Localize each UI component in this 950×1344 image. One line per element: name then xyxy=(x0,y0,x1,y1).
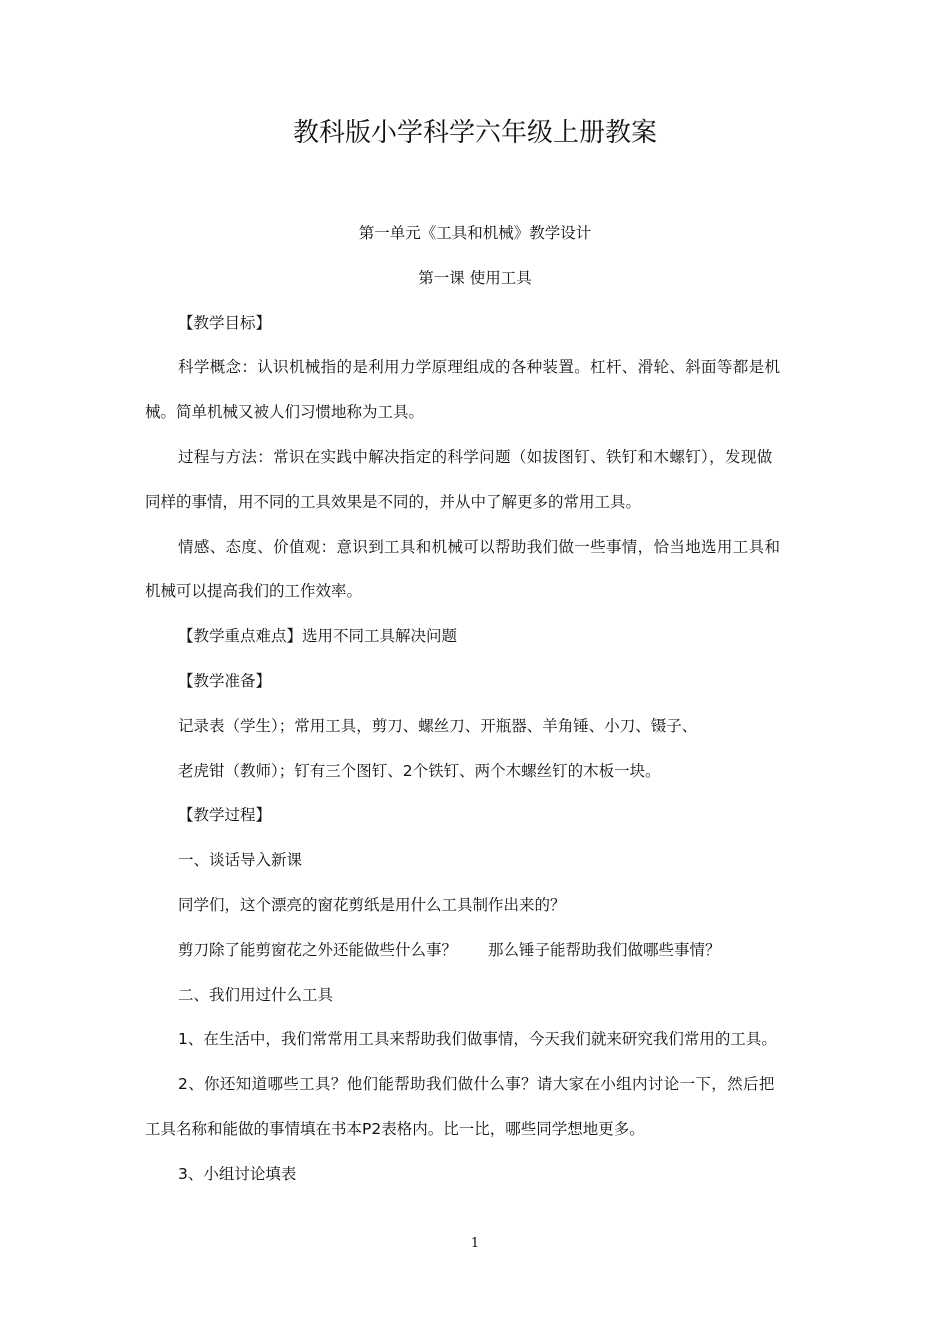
page-number: 1 xyxy=(470,1236,480,1251)
subheading-tools-used: 二、我们用过什么工具 xyxy=(178,986,334,1004)
paragraph-line: 2、你还知道哪些工具？他们能帮助我们做什么事？请大家在小组内讨论一下，然后把 xyxy=(178,1075,775,1093)
unit-heading: 第一单元《工具和机械》教学设计 xyxy=(358,224,592,242)
paragraph-line: 情感、态度、价值观：意识到工具和机械可以帮助我们做一些事情，恰当地选用工具和 xyxy=(178,538,781,556)
paragraph-line: 同样的事情，用不同的工具效果是不同的，并从中了解更多的常用工具。 xyxy=(145,493,642,511)
paragraph-line: 剪刀除了能剪窗花之外还能做些什么事？ 那么锤子能帮助我们做哪些事情？ xyxy=(178,941,721,959)
paragraph-line: 同学们，这个漂亮的窗花剪纸是用什么工具制作出来的？ xyxy=(178,896,566,914)
paragraph-line: 械。简单机械又被人们习惯地称为工具。 xyxy=(145,403,425,421)
section-heading-objectives: 【教学目标】 xyxy=(178,314,272,332)
lesson-heading: 第一课 使用工具 xyxy=(418,269,532,287)
paragraph-line: 科学概念：认识机械指的是利用力学原理组成的各种装置。杠杆、滑轮、斜面等都是机 xyxy=(178,358,781,376)
paragraph-line: 记录表（学生）；常用工具，剪刀、螺丝刀、开瓶器、羊角锤、小刀、镊子、 xyxy=(178,717,698,735)
paragraph-line: 过程与方法：常识在实践中解决指定的科学问题（如拔图钉、铁钉和木螺钉），发现做 xyxy=(178,448,773,466)
section-heading-process: 【教学过程】 xyxy=(178,806,272,824)
section-heading-key-points: 【教学重点难点】选用不同工具解决问题 xyxy=(178,627,458,645)
subheading-intro: 一、谈话导入新课 xyxy=(178,851,303,869)
document-title: 教科版小学科学六年级上册教案 xyxy=(292,118,657,148)
paragraph-line: 1、在生活中，我们常常用工具来帮助我们做事情，今天我们就来研究我们常用的工具。 xyxy=(178,1030,777,1048)
paragraph-line: 机械可以提高我们的工作效率。 xyxy=(145,582,363,600)
section-heading-preparation: 【教学准备】 xyxy=(178,672,272,690)
paragraph-line: 老虎钳（教师）；钉有三个图钉、2个铁钉、两个木螺丝钉的木板一块。 xyxy=(178,762,661,780)
paragraph-line: 工具名称和能做的事情填在书本P2表格内。比一比，哪些同学想地更多。 xyxy=(145,1120,645,1138)
paragraph-line: 3、小组讨论填表 xyxy=(178,1165,297,1183)
